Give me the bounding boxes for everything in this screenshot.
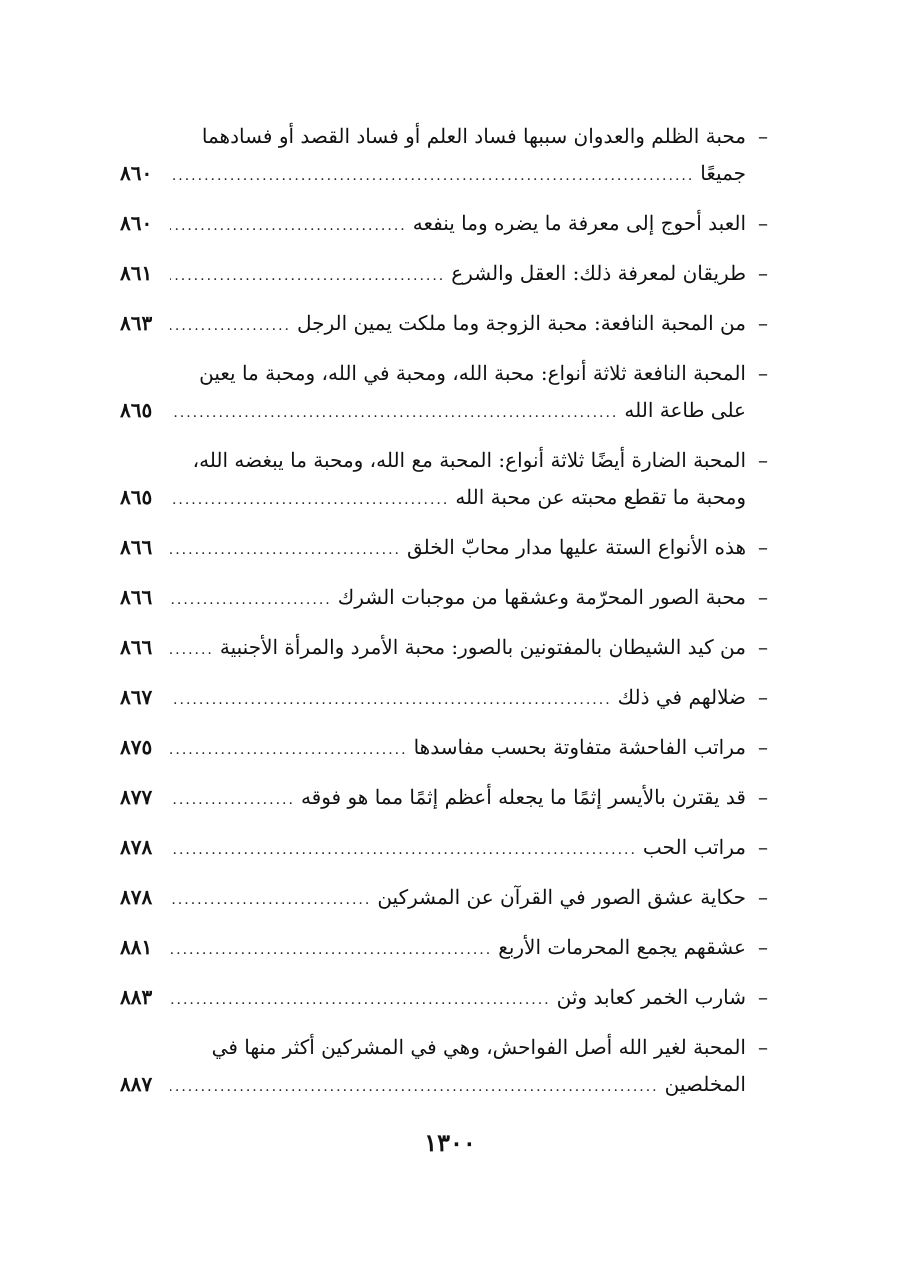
entry-text: المحبة الضارة أيضًا ثلاثة أنواع: المحبة مع الله، ومحبة ما يبغضه الله، (192, 448, 746, 472)
entry-text: على طاعة الله (624, 398, 746, 422)
entry-dash: – (758, 585, 768, 609)
dot-leader (170, 258, 445, 295)
dot-leader (170, 208, 407, 245)
dot-leader (170, 308, 291, 345)
toc-entry (120, 979, 772, 1019)
dot-leader (170, 932, 492, 969)
dot-leader (170, 532, 401, 569)
toc-entry (120, 205, 772, 245)
entry-text: هذه الأنواع الستة عليها مدار محابّ الخلق (406, 535, 746, 559)
toc-entry (120, 255, 772, 295)
page-ref: ٨٦٠ (120, 211, 153, 235)
entry-dash: – (758, 124, 768, 148)
dot-leader (170, 158, 694, 195)
entry-line (120, 929, 746, 969)
entry-dash: – (758, 885, 768, 909)
dot-leader (170, 1069, 659, 1106)
entry-dash: – (758, 635, 768, 659)
page-ref: ٨٦٠ (120, 161, 153, 185)
entry-dash: – (758, 1035, 768, 1059)
entry-text: المحبة لغير الله أصل الفواحش، وهي في المشركين أكثر منها في (211, 1035, 746, 1059)
entry-text: مراتب الفاحشة متفاوتة بحسب مفاسدها (413, 735, 746, 759)
entry-line (120, 829, 746, 869)
entry-text: جميعًا (700, 161, 746, 185)
toc-entry (120, 529, 772, 569)
toc-list (120, 118, 772, 1116)
entry-line (120, 879, 746, 919)
entry-dash: – (758, 935, 768, 959)
entry-line (120, 205, 746, 245)
entry-text: ومحبة ما تقطع محبته عن محبة الله (455, 485, 746, 509)
entry-text: قد يقترن بالأيسر إثمًا ما يجعله أعظم إثمًا مما هو فوقه (300, 785, 746, 809)
page-ref: ٨٨٣ (120, 985, 153, 1009)
entry-line (120, 729, 746, 769)
entry-dash: – (758, 535, 768, 559)
entry-text: حكاية عشق الصور في القرآن عن المشركين (377, 885, 746, 909)
entry-line (120, 255, 746, 295)
toc-entry (120, 929, 772, 969)
toc-entry (120, 829, 772, 869)
entry-line (120, 679, 746, 719)
entry-text: المحبة النافعة ثلاثة أنواع: محبة الله، ومحبة في الله، ومحبة ما يعين (199, 361, 746, 385)
dot-leader (170, 582, 332, 619)
dot-leader (170, 782, 295, 819)
entry-line (120, 118, 746, 155)
page-ref: ٨٦٥ (120, 485, 153, 509)
dot-leader (170, 832, 637, 869)
entry-line (120, 1066, 746, 1106)
page-ref: ٨٦٦ (120, 635, 153, 659)
toc-entry (120, 729, 772, 769)
entry-text: من المحبة النافعة: محبة الزوجة وما ملكت يمين الرجل (296, 311, 746, 335)
entry-dash: – (758, 448, 768, 472)
page-ref: ٨٧٨ (120, 835, 153, 859)
entry-dash: – (758, 785, 768, 809)
toc-entry (120, 879, 772, 919)
dot-leader (170, 882, 371, 919)
toc-entry (120, 305, 772, 345)
dot-leader (170, 632, 214, 669)
toc-entry (120, 442, 772, 519)
entry-line (120, 579, 746, 619)
entry-text: طريقان لمعرفة ذلك: العقل والشرع (451, 261, 746, 285)
page-ref: ٨٦٧ (120, 685, 153, 709)
entry-line (120, 479, 746, 519)
dot-leader (170, 482, 449, 519)
toc-entry (120, 118, 772, 195)
entry-dash: – (758, 735, 768, 759)
page-ref: ٨٦٣ (120, 311, 153, 335)
page-ref: ٨٨١ (120, 935, 153, 959)
page-ref: ٨٦٦ (120, 535, 153, 559)
toc-entry (120, 579, 772, 619)
entry-text: العبد أحوج إلى معرفة ما يضره وما ينفعه (412, 211, 746, 235)
entry-text: مراتب الحب (642, 835, 746, 859)
page-ref: ٨٧٧ (120, 785, 153, 809)
entry-text: من كيد الشيطان بالمفتونين بالصور: محبة الأمرد والمرأة الأجنبية (219, 635, 746, 659)
entry-dash: – (758, 985, 768, 1009)
dot-leader (170, 732, 408, 769)
entry-line (120, 305, 746, 345)
page-number: ١٣٠٠ (424, 1128, 476, 1157)
toc-entry (120, 629, 772, 669)
entry-line (120, 442, 746, 479)
entry-line (120, 355, 746, 392)
entry-text: ضلالهم في ذلك (617, 685, 746, 709)
dot-leader (170, 982, 551, 1019)
entry-dash: – (758, 211, 768, 235)
toc-entry (120, 1029, 772, 1106)
entry-text: المخلصين (664, 1072, 746, 1096)
dot-leader (170, 395, 618, 432)
page-ref: ٨٧٨ (120, 885, 153, 909)
entry-text: عشقهم يجمع المحرمات الأربع (498, 935, 746, 959)
toc-entry (120, 779, 772, 819)
page-ref: ٨٦٦ (120, 585, 153, 609)
dot-leader (170, 682, 612, 719)
entry-line (120, 155, 746, 195)
entry-text: شارب الخمر كعابد وثن (556, 985, 746, 1009)
entry-text: محبة الظلم والعدوان سببها فساد العلم أو فساد القصد أو فسادهما (201, 124, 746, 148)
entry-text: محبة الصور المحرّمة وعشقها من موجبات الشرك (337, 585, 746, 609)
page-ref: ٨٧٥ (120, 735, 153, 759)
entry-dash: – (758, 261, 768, 285)
toc-entry (120, 679, 772, 719)
toc-entry (120, 355, 772, 432)
entry-line (120, 529, 746, 569)
entry-line (120, 1029, 746, 1066)
entry-line (120, 779, 746, 819)
entry-line (120, 629, 746, 669)
entry-dash: – (758, 361, 768, 385)
page-ref: ٨٨٧ (120, 1072, 153, 1096)
entry-dash: – (758, 685, 768, 709)
entry-dash: – (758, 311, 768, 335)
entry-line (120, 392, 746, 432)
page-ref: ٨٦١ (120, 261, 153, 285)
page-ref: ٨٦٥ (120, 398, 153, 422)
entry-dash: – (758, 835, 768, 859)
entry-line (120, 979, 746, 1019)
